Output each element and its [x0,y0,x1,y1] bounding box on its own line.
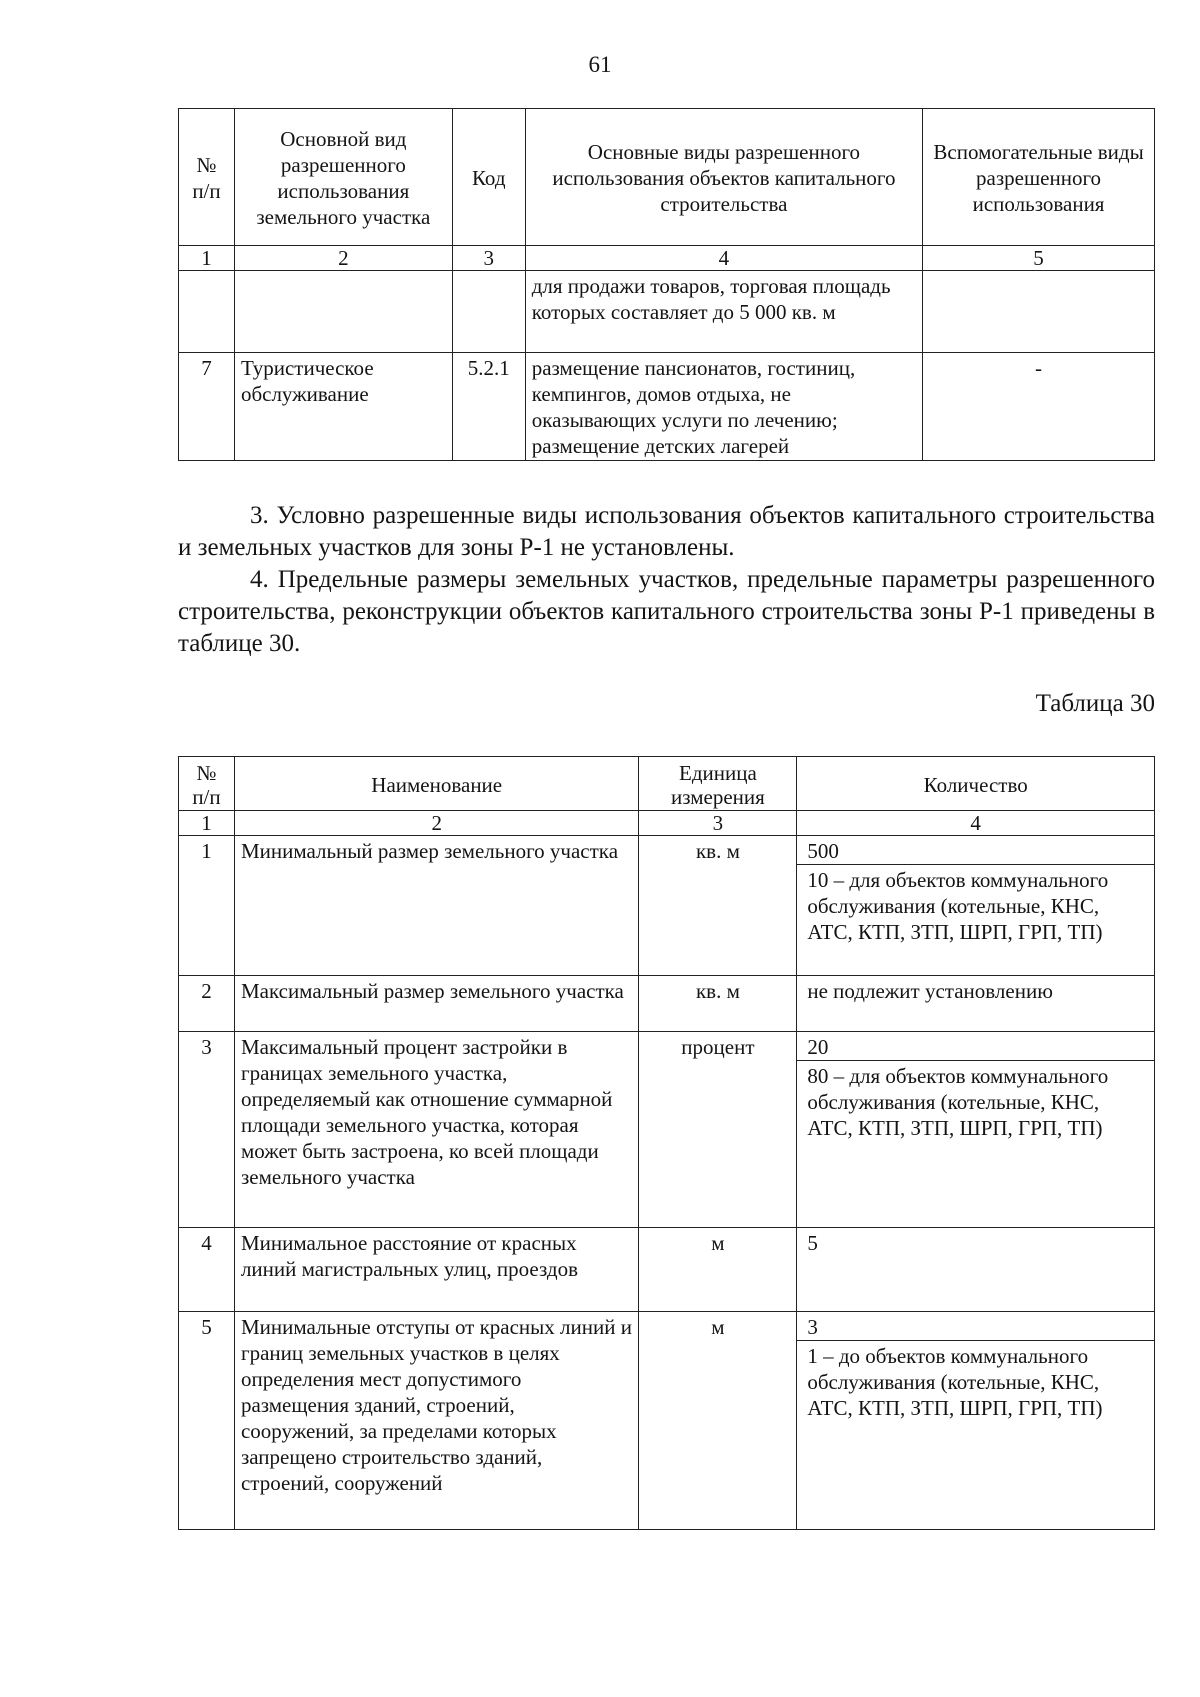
parameter-unit: м [639,1228,797,1312]
table-row [179,976,1155,1032]
header-auxiliary-uses: Вспомогательные виды разрешенного использования [923,109,1155,246]
quantity-value: 10 – для объектов коммунального обслуживания (котельные, КНС, АТС, КТП, ЗТП, ШРП, ГРП, ТП) [797,864,1154,945]
parameter-name: Минимальное расстояние от красных линий магистральных улиц, проездов [234,1228,639,1312]
table-header-row [179,757,1155,811]
col-number: 3 [452,246,525,271]
table-header-row [179,109,1155,246]
header-number: № п/п [179,109,235,246]
use-kind: Туристическое обслуживание [234,353,452,461]
quantity-value: 1 – до объектов коммунального обслуживания (котельные, КНС, АТС, КТП, ЗТП, ШРП, ГРП, ТП) [797,1340,1154,1421]
header-name: Наименование [234,757,639,811]
parameter-unit: процент [639,1032,797,1228]
col-number: 4 [797,811,1155,836]
header-quantity: Количество [797,757,1155,811]
use-code [452,271,525,353]
row-number: 7 [179,353,235,461]
table-caption: Таблица 30 [1035,690,1155,717]
paragraph-4 [178,564,1155,660]
col-number: 3 [639,811,797,836]
table-row [179,1312,1155,1530]
column-numbering-row [179,811,1155,836]
quantity-value: 20 [807,1035,829,1059]
col-number: 1 [179,811,235,836]
row-number: 2 [179,976,235,1032]
parameter-unit: м [639,1312,797,1530]
parameter-quantity [797,1032,1155,1228]
col-number: 4 [525,246,922,271]
zoning-uses-table [178,108,1155,461]
page-number: 61 [588,52,612,77]
row-number: 4 [179,1228,235,1312]
quantity-value: 500 [807,839,839,863]
paragraph-3 [178,500,1155,564]
quantity-value: не подлежит установлению [807,979,1053,1003]
parameter-quantity [797,976,1155,1032]
table-row [179,1228,1155,1312]
table-row [179,353,1155,461]
quantity-value: 3 [807,1315,818,1339]
parameters-table [178,756,1155,1530]
table-row [179,271,1155,353]
parameter-name: Минимальный размер земельного участка [234,836,639,976]
parameter-quantity [797,1312,1155,1530]
main-uses: размещение пансионатов, гостиниц, кемпингов, домов отдыха, не оказывающих услуги по лечению; размещение детских лагерей [525,353,922,461]
col-number: 5 [923,246,1155,271]
use-kind [234,271,452,353]
parameter-name: Максимальный процент застройки в границах земельного участка, определяемый как отношение суммарной площади земельного участка, которая может быть застроена, ко всей площади земельного участка [234,1032,639,1228]
header-unit: Единица измерения [639,757,797,811]
table-row [179,836,1155,976]
paragraph-3-text: 3. Условно разрешенные виды использования объектов капитального строительства и земельных участков для зоны Р-1 не установлены. [178,502,1155,561]
row-number: 5 [179,1312,235,1530]
parameter-name: Максимальный размер земельного участка [234,976,639,1032]
use-code: 5.2.1 [452,353,525,461]
header-main-uses: Основные виды разрешенного использования объектов капитального строительства [525,109,922,246]
auxiliary-uses [923,271,1155,353]
header-main-use-kind: Основной вид разрешенного использования земельного участка [234,109,452,246]
quantity-value: 5 [807,1231,818,1255]
parameter-unit: кв. м [639,836,797,976]
header-code: Код [452,109,525,246]
row-number: 3 [179,1032,235,1228]
parameter-quantity [797,1228,1155,1312]
row-number: 1 [179,836,235,976]
parameter-quantity [797,836,1155,976]
auxiliary-uses: - [923,353,1155,461]
row-number [179,271,235,353]
main-uses: для продажи товаров, торговая площадь которых составляет до 5 000 кв. м [525,271,922,353]
column-numbering-row [179,246,1155,271]
col-number: 2 [234,246,452,271]
quantity-value: 80 – для объектов коммунального обслуживания (котельные, КНС, АТС, КТП, ЗТП, ШРП, ГРП, ТП) [797,1060,1154,1141]
col-number: 2 [234,811,639,836]
parameter-name: Минимальные отступы от красных линий и границ земельных участков в целях определения мест допустимого размещения зданий, строений, сооружений, за пределами которых запрещено строительство зданий, строений, сооружений [234,1312,639,1530]
col-number: 1 [179,246,235,271]
parameter-unit: кв. м [639,976,797,1032]
paragraph-4-text: 4. Предельные размеры земельных участков, предельные параметры разрешенного строительства, реконструкции объектов капитального строительства зоны Р-1 приведены в таблице 30. [178,566,1155,657]
header-number: № п/п [179,757,235,811]
table-row [179,1032,1155,1228]
